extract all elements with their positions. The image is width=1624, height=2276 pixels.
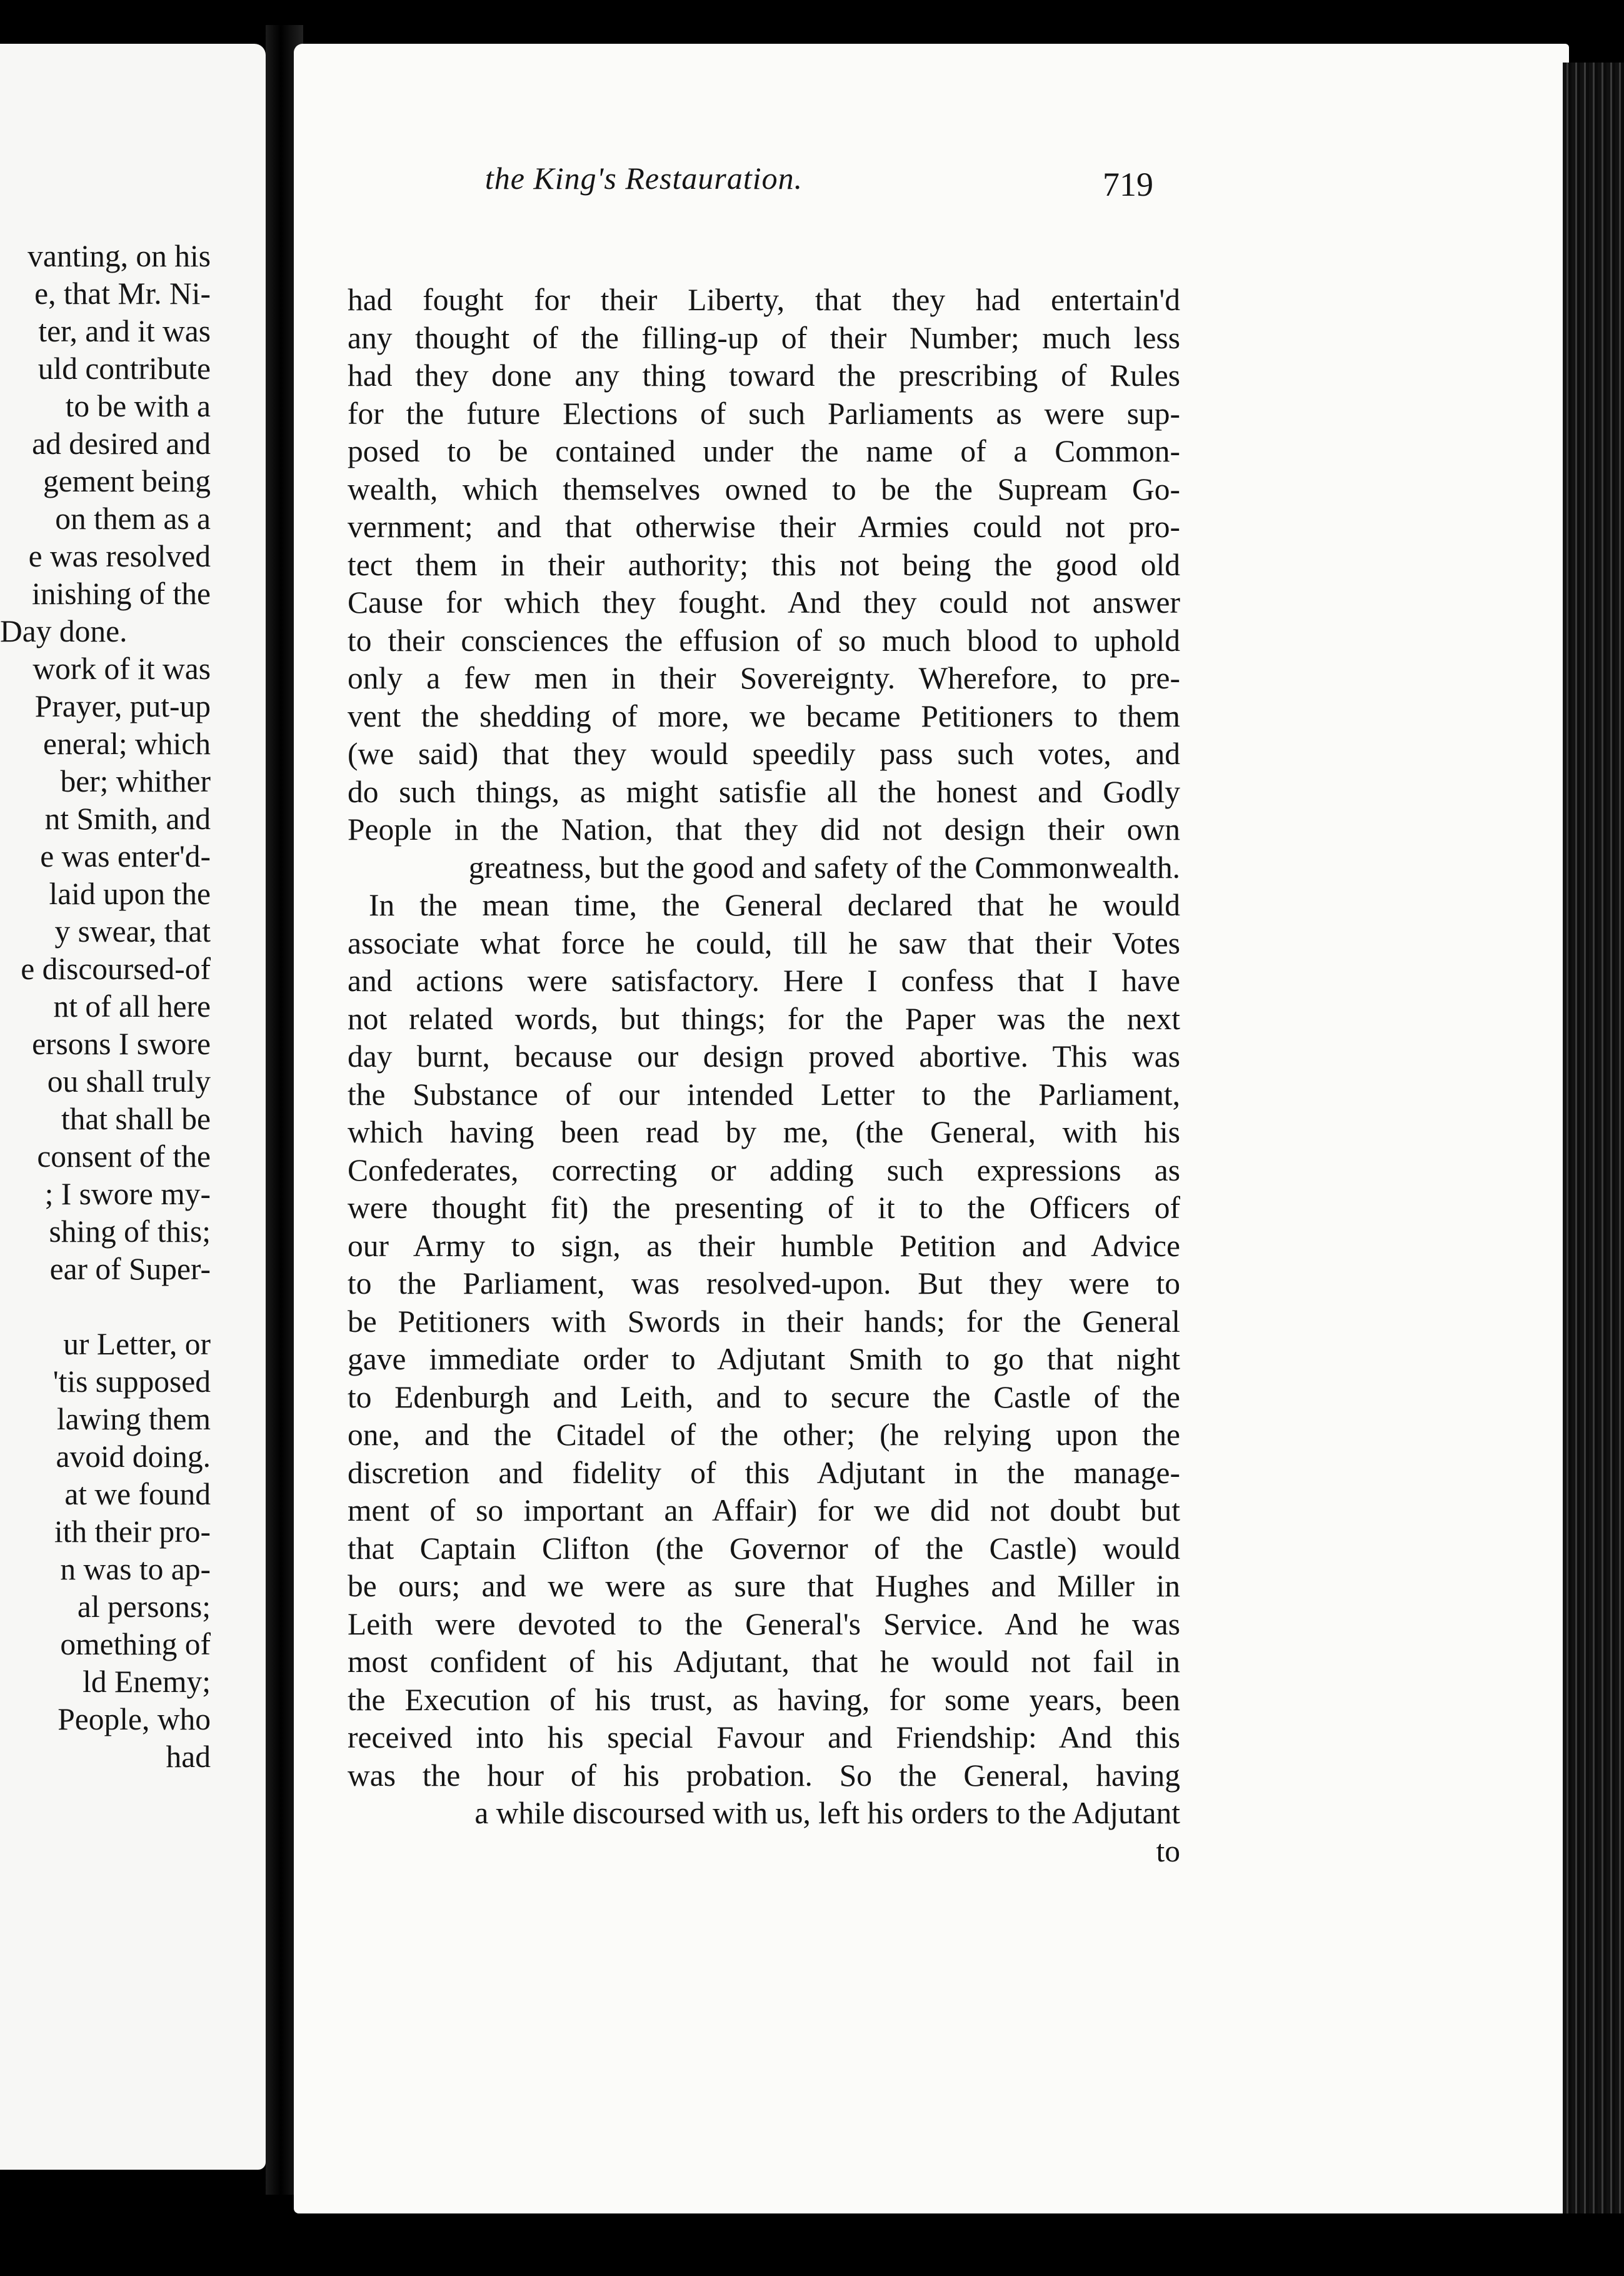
body-text-line: was the hour of his probation. So the General, having	[348, 1758, 1180, 1793]
body-text-line: which having been read by me, (the General, with his	[348, 1115, 1180, 1149]
body-text-line: People in the Nation, that they did not design their own	[348, 812, 1180, 847]
left-page-line: ber; whither	[60, 764, 211, 798]
left-page-line: that shall be	[61, 1102, 211, 1136]
left-page-line: ersons I swore	[32, 1027, 211, 1061]
body-text-line: that Captain Clifton (the Governor of the Castle) would	[348, 1531, 1180, 1566]
left-page-line: vanting, on his	[28, 239, 211, 273]
left-page-line: inishing of the	[32, 577, 211, 611]
body-text-line: (we said) that they would speedily pass such votes, and	[348, 737, 1180, 771]
left-page-line: ith their pro-	[54, 1514, 211, 1549]
body-text-line: posed to be contained under the name of a Common-	[348, 434, 1180, 468]
left-page-line: al persons;	[77, 1589, 211, 1624]
left-page-line: People, who	[58, 1702, 211, 1736]
body-text-line: discretion and fidelity of this Adjutant in the manage-	[348, 1455, 1180, 1490]
left-page-line: e discoursed-of	[21, 952, 211, 986]
left-page-line: nt of all here	[53, 989, 211, 1024]
left-page-line: work of it was	[33, 652, 211, 686]
body-text-line: be ours; and we were as sure that Hughes and Miller in	[348, 1569, 1180, 1603]
left-page-line: Prayer, put-up	[34, 689, 211, 723]
body-text-line: to the Parliament, was resolved-upon. But they were to	[348, 1266, 1180, 1301]
body-text-line: received into his special Favour and Friendship: And this	[348, 1720, 1180, 1755]
catchword: to	[1156, 1833, 1180, 1868]
left-page-line: avoid doing.	[56, 1439, 211, 1474]
left-page-line: e was enter'd-	[40, 839, 211, 874]
left-page-line: ear of Super-	[49, 1252, 211, 1286]
body-text-line: any thought of the filling-up of their Number; much less	[348, 320, 1180, 355]
body-text-line: only a few men in their Sovereignty. Wherefore, to pre-	[348, 661, 1180, 695]
left-page-line: gement being	[43, 464, 211, 498]
left-page-line: on them as a	[55, 501, 211, 536]
body-text-line: a while discoursed with us, left his orders to the Adjutant	[474, 1796, 1180, 1830]
left-page-line: ou shall truly	[47, 1064, 211, 1099]
body-text-line: the Substance of our intended Letter to the Parliament,	[348, 1077, 1180, 1112]
left-page-line: Day done.	[0, 614, 128, 648]
body-text-line: gave immediate order to Adjutant Smith to go that night	[348, 1342, 1180, 1376]
left-page-line: ; I swore my-	[44, 1177, 211, 1211]
body-text-line: Cause for which they fought. And they could not answer	[348, 585, 1180, 620]
body-text-line: do such things, as might satisfie all the honest and Godly	[348, 774, 1180, 809]
left-page-line: n was to ap-	[60, 1552, 211, 1586]
page-number: 719	[1103, 166, 1153, 203]
body-text-line: one, and the Citadel of the other; (he relying upon the	[348, 1417, 1180, 1452]
body-text-line: ment of so important an Affair) for we did not doubt but	[348, 1493, 1180, 1528]
left-page-line: ad desired and	[32, 426, 211, 461]
left-page-line	[0, 1288, 263, 1326]
left-page-line: had	[166, 1740, 211, 1774]
left-page-line: e was resolved	[28, 539, 211, 573]
left-page-line: eneral; which	[43, 727, 211, 761]
body-text-line: associate what force he could, till he saw that their Votes	[348, 925, 1180, 960]
left-page-line: ter, and it was	[38, 314, 211, 348]
body-text-line: vernment; and that otherwise their Armies could not pro-	[348, 510, 1180, 544]
body-text-line: had they done any thing toward the prescribing of Rules	[348, 358, 1180, 393]
body-text-line: Confederates, correcting or adding such expressions as	[348, 1152, 1180, 1187]
body-text-line: to Edenburgh and Leith, and to secure the Castle of the	[348, 1379, 1180, 1414]
left-page-line: consent of the	[37, 1139, 211, 1174]
body-text-line: vent the shedding of more, we became Petitioners to them	[348, 698, 1180, 733]
left-page-line: laid upon the	[49, 877, 211, 911]
left-page-line: 'tis supposed	[53, 1364, 211, 1399]
body-text-line: and actions were satisfactory. Here I confess that I have	[348, 964, 1180, 998]
body-text-line: day burnt, because our design proved abortive. This was	[348, 1039, 1180, 1074]
body-text-line: greatness, but the good and safety of the Commonwealth.	[468, 850, 1180, 885]
left-page-line: e, that Mr. Ni-	[34, 276, 211, 311]
body-text-line: In the mean time, the General declared that he would	[369, 888, 1180, 922]
left-page-line: y swear, that	[54, 914, 211, 949]
body-text-line: Leith were devoted to the General's Service. And he was	[348, 1606, 1180, 1641]
body-text-line: for the future Elections of such Parliaments as were sup-	[348, 396, 1180, 431]
left-page-line: at we found	[64, 1477, 211, 1511]
body-text-line: be Petitioners with Swords in their hands; for the General	[348, 1304, 1180, 1339]
left-page-line: lawing them	[56, 1402, 211, 1436]
page-edges	[1563, 63, 1624, 2213]
running-head: the King's Restauration.	[484, 161, 803, 196]
body-text-line: wealth, which themselves owned to be the Supream Go-	[348, 471, 1180, 506]
left-page	[0, 44, 266, 2170]
left-page-line: shing of this;	[49, 1214, 211, 1249]
body-text-line: had fought for their Liberty, that they had entertain'd	[348, 283, 1180, 317]
left-page-line: nt Smith, and	[44, 802, 211, 836]
right-page	[294, 44, 1569, 2213]
body-text-line: were thought fit) the presenting of it to the Officers of	[348, 1191, 1180, 1225]
left-page-line: ur Letter, or	[63, 1327, 211, 1361]
body-text-line: most confident of his Adjutant, that he would not fail in	[348, 1644, 1180, 1679]
left-page-line: omething of	[60, 1627, 211, 1661]
left-page-line: to be with a	[65, 389, 211, 423]
body-text-line: to their consciences the effusion of so much blood to uphold	[348, 623, 1180, 658]
left-page-line: ld Enemy;	[83, 1664, 211, 1699]
left-page-line: uld contribute	[38, 351, 211, 386]
body-text-line: our Army to sign, as their humble Petition and Advice	[348, 1228, 1180, 1263]
body-text-line: not related words, but things; for the Paper was the next	[348, 1001, 1180, 1036]
body-text-line: tect them in their authority; this not being the good old	[348, 547, 1180, 582]
body-text-line: the Execution of his trust, as having, for some years, been	[348, 1682, 1180, 1717]
